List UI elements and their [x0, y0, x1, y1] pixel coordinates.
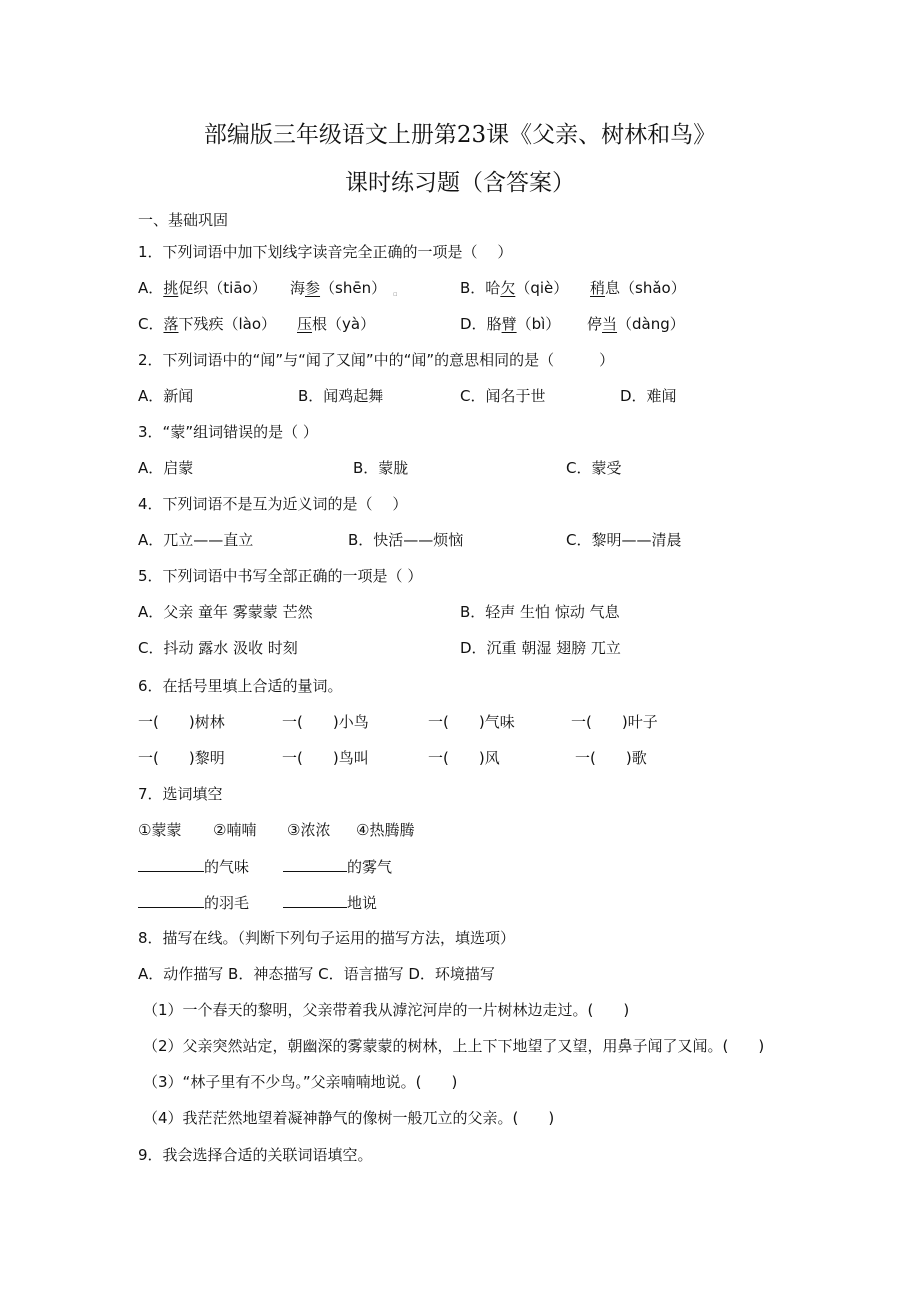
- q8-sentence-4: （4）我茫茫然地望着凝神静气的像树一般兀立的父亲。( ): [143, 1109, 555, 1127]
- answer-blank[interactable]: [283, 856, 347, 872]
- q5-option-d: D．沉重 朝湿 翅膀 兀立: [460, 639, 621, 657]
- q6-item: 一( )黎明: [138, 749, 225, 767]
- q4-option-b: B．快活——烦恼: [348, 531, 464, 549]
- q1-option-c2: 压根（yà）: [297, 315, 376, 333]
- q8-stem: 8．描写在线。（判断下列句子运用的描写方法，填选项）: [138, 929, 516, 947]
- answer-blank[interactable]: [283, 892, 347, 908]
- q3-option-b: B．蒙胧: [353, 459, 409, 477]
- q7-stem: 7．选词填空: [138, 785, 223, 803]
- q2-option-d: D．难闻: [620, 387, 677, 405]
- q7-fill-item: 的羽毛: [138, 892, 249, 913]
- q7-fill-item: 的气味: [138, 856, 249, 877]
- answer-blank[interactable]: [138, 892, 204, 908]
- q8-sentence-2: （2）父亲突然站定，朝幽深的雾蒙蒙的树林，上上下下地望了又望，用鼻子闻了又闻。( ): [143, 1037, 765, 1055]
- q8-sentence-3: （3）“林子里有不少鸟。”父亲喃喃地说。( ): [143, 1073, 458, 1091]
- answer-blank[interactable]: [138, 856, 204, 872]
- section-heading: 一、基础巩固: [138, 211, 229, 229]
- q6-stem: 6．在括号里填上合适的量词。: [138, 677, 343, 695]
- q1-option-b2: 稍息（shǎo）: [590, 279, 686, 297]
- q6-item: 一( )叶子: [571, 713, 658, 731]
- q6-item: 一( )小鸟: [282, 713, 369, 731]
- page-title-line1: 部编版三年级语文上册第23课《父亲、树林和鸟》: [203, 122, 717, 148]
- q1-stem: 1．下列词语中加下划线字读音完全正确的一项是（ ）: [138, 243, 513, 261]
- q3-option-c: C．蒙受: [566, 459, 622, 477]
- q8-sentence-1: （1）一个春天的黎明，父亲带着我从滹沱河岸的一片树林边走过。( ): [143, 1001, 630, 1019]
- q1-option-d2: 停当（dàng）: [587, 315, 685, 333]
- q5-option-c: C．抖动 露水 汲收 时刻: [138, 639, 298, 657]
- q8-methods: A．动作描写 B．神态描写 C．语言描写 D．环境描写: [138, 965, 495, 983]
- q6-item: 一( )鸟叫: [282, 749, 369, 767]
- q2-option-a: A．新闻: [138, 387, 194, 405]
- q7-fill-item: 的雾气: [283, 856, 392, 877]
- q5-stem: 5．下列词语中书写全部正确的一项是（ ）: [138, 567, 423, 585]
- q3-stem: 3．“蒙”组词错误的是（ ）: [138, 423, 318, 441]
- q2-stem: 2．下列词语中的“闻”与“闻了又闻”中的“闻”的意思相同的是（ ）: [138, 351, 615, 369]
- q7-fill-item: 地说: [283, 892, 377, 913]
- q4-option-a: A．兀立——直立: [138, 531, 254, 549]
- q1-option-c: C．落下残疾（lào）: [138, 315, 277, 333]
- q6-item: 一( )气味: [428, 713, 515, 731]
- q3-option-a: A．启蒙: [138, 459, 194, 477]
- q5-option-b: B．轻声 生怕 惊动 气息: [460, 603, 620, 621]
- q1-option-a2: 海参（shēn）: [290, 279, 387, 297]
- q7-choice: ①蒙蒙: [138, 821, 182, 839]
- q9-stem: 9．我会选择合适的关联词语填空。: [138, 1146, 373, 1164]
- q4-stem: 4．下列词语不是互为近义词的是（ ）: [138, 495, 408, 513]
- q4-option-c: C．黎明——清晨: [566, 531, 682, 549]
- q1-placeholder-mark: ▫: [393, 290, 398, 298]
- q2-option-b: B．闻鸡起舞: [298, 387, 384, 405]
- q6-item: 一( )风: [428, 749, 500, 767]
- q7-choice: ④热腾腾: [356, 821, 415, 839]
- q1-option-b: B．哈欠（qiè）: [460, 279, 569, 297]
- q5-option-a: A．父亲 童年 雾蒙蒙 芒然: [138, 603, 313, 621]
- q2-option-c: C．闻名于世: [460, 387, 546, 405]
- page-title-line2: 课时练习题（含答案）: [345, 170, 575, 196]
- q6-item: 一( )树林: [138, 713, 225, 731]
- q6-item: 一( )歌: [575, 749, 647, 767]
- q7-choice: ②喃喃: [213, 821, 257, 839]
- q1-option-a: A．挑促织（tiāo）: [138, 279, 267, 297]
- q7-choice: ③浓浓: [287, 821, 331, 839]
- q1-option-d: D．胳臂（bì）: [460, 315, 561, 333]
